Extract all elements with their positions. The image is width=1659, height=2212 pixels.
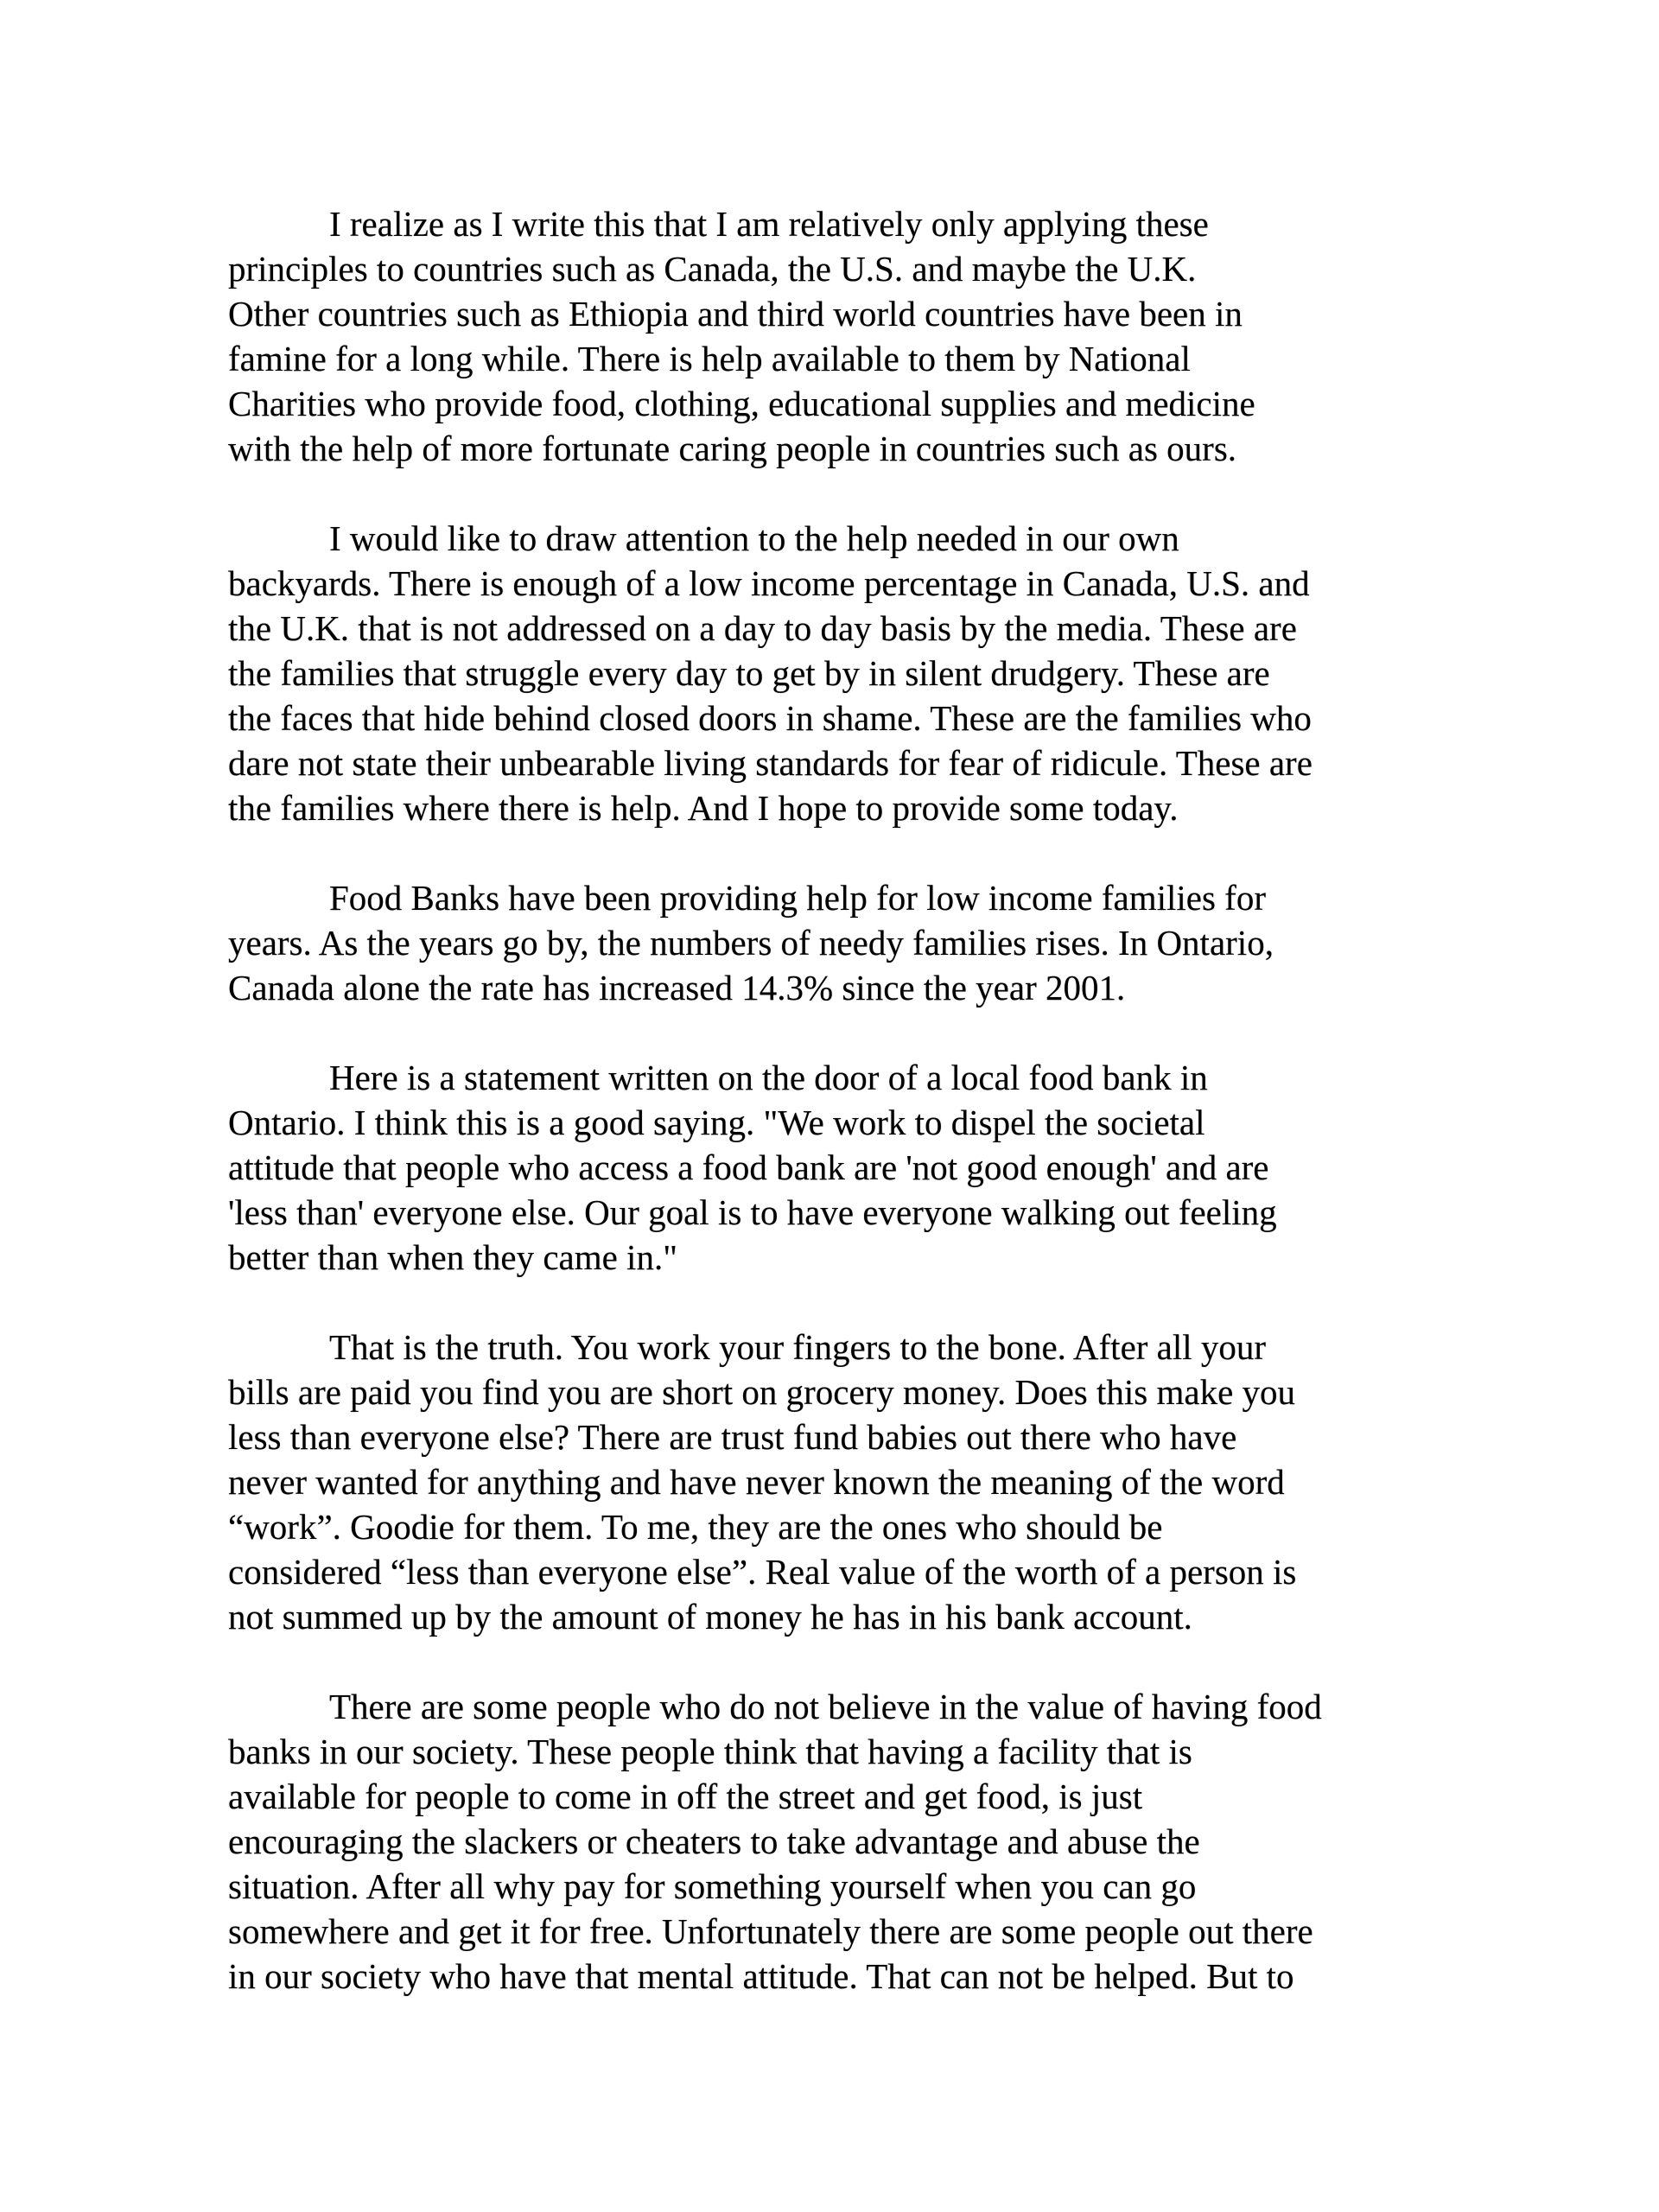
- text-line: never wanted for anything and have never known the meaning of the word: [228, 1462, 1285, 1502]
- text-line: Food Banks have been providing help for low income families for: [329, 878, 1266, 918]
- paragraph-1: [228, 201, 1472, 471]
- text-line: somewhere and get it for free. Unfortunately there are some people out there: [228, 1911, 1313, 1951]
- text-line: Ontario. I think this is a good saying. "We work to dispel the societal: [228, 1103, 1205, 1142]
- paragraph-5: [228, 1325, 1472, 1639]
- text-line: “work”. Goodie for them. To me, they are the ones who should be: [228, 1507, 1163, 1547]
- text-line: in our society who have that mental attitude. That can not be helped. But to: [228, 1956, 1294, 1996]
- text-line: Canada alone the rate has increased 14.3% since the year 2001.: [228, 968, 1126, 1007]
- text-line: There are some people who do not believe in the value of having food: [329, 1687, 1322, 1726]
- text-line: years. As the years go by, the numbers of needy families rises. In Ontario,: [228, 923, 1274, 963]
- text-line: attitude that people who access a food bank are 'not good enough' and are: [228, 1147, 1269, 1187]
- text-line: considered “less than everyone else”. Real value of the worth of a person is: [228, 1552, 1297, 1592]
- text-line: the families where there is help. And I hope to provide some today.: [228, 788, 1179, 828]
- text-line: less than everyone else? There are trust fund babies out there who have: [228, 1417, 1237, 1457]
- text-line: 'less than' everyone else. Our goal is to have everyone walking out feeling: [228, 1192, 1277, 1232]
- text-line: encouraging the slackers or cheaters to take advantage and abuse the: [228, 1821, 1200, 1861]
- text-line: available for people to come in off the street and get food, is just: [228, 1777, 1143, 1816]
- text-line: not summed up by the amount of money he has in his bank account.: [228, 1597, 1192, 1637]
- text-line: I would like to draw attention to the help needed in our own: [329, 518, 1179, 558]
- text-line: better than when they came in.": [228, 1237, 677, 1277]
- paragraph-2: [228, 516, 1472, 830]
- paragraph-3: [228, 875, 1472, 1010]
- document-body: [228, 201, 1472, 1999]
- text-line: Other countries such as Ethiopia and third world countries have been in: [228, 294, 1243, 334]
- text-line: Here is a statement written on the door of a local food bank in: [329, 1058, 1208, 1097]
- text-line: dare not state their unbearable living standards for fear of ridicule. These are: [228, 743, 1313, 783]
- text-line: with the help of more fortunate caring people in countries such as ours.: [228, 429, 1237, 468]
- text-line: backyards. There is enough of a low income percentage in Canada, U.S. and: [228, 563, 1310, 603]
- paragraph-6: [228, 1684, 1472, 1999]
- text-line: the faces that hide behind closed doors in shame. These are the families who: [228, 698, 1312, 738]
- text-line: Charities who provide food, clothing, educational supplies and medicine: [228, 384, 1255, 423]
- text-line: the families that struggle every day to get by in silent drudgery. These are: [228, 653, 1270, 693]
- text-line: That is the truth. You work your fingers to the bone. After all your: [329, 1327, 1267, 1367]
- text-line: principles to countries such as Canada, the U.S. and maybe the U.K.: [228, 249, 1197, 289]
- text-line: banks in our society. These people think that having a facility that is: [228, 1732, 1192, 1771]
- text-line: bills are paid you find you are short on grocery money. Does this make you: [228, 1372, 1296, 1412]
- paragraph-4: [228, 1055, 1472, 1280]
- text-line: the U.K. that is not addressed on a day to day basis by the media. These are: [228, 608, 1297, 648]
- text-line: I realize as I write this that I am relatively only applying these: [329, 204, 1209, 244]
- text-line: famine for a long while. There is help available to them by National: [228, 339, 1191, 378]
- text-line: situation. After all why pay for something yourself when you can go: [228, 1866, 1197, 1906]
